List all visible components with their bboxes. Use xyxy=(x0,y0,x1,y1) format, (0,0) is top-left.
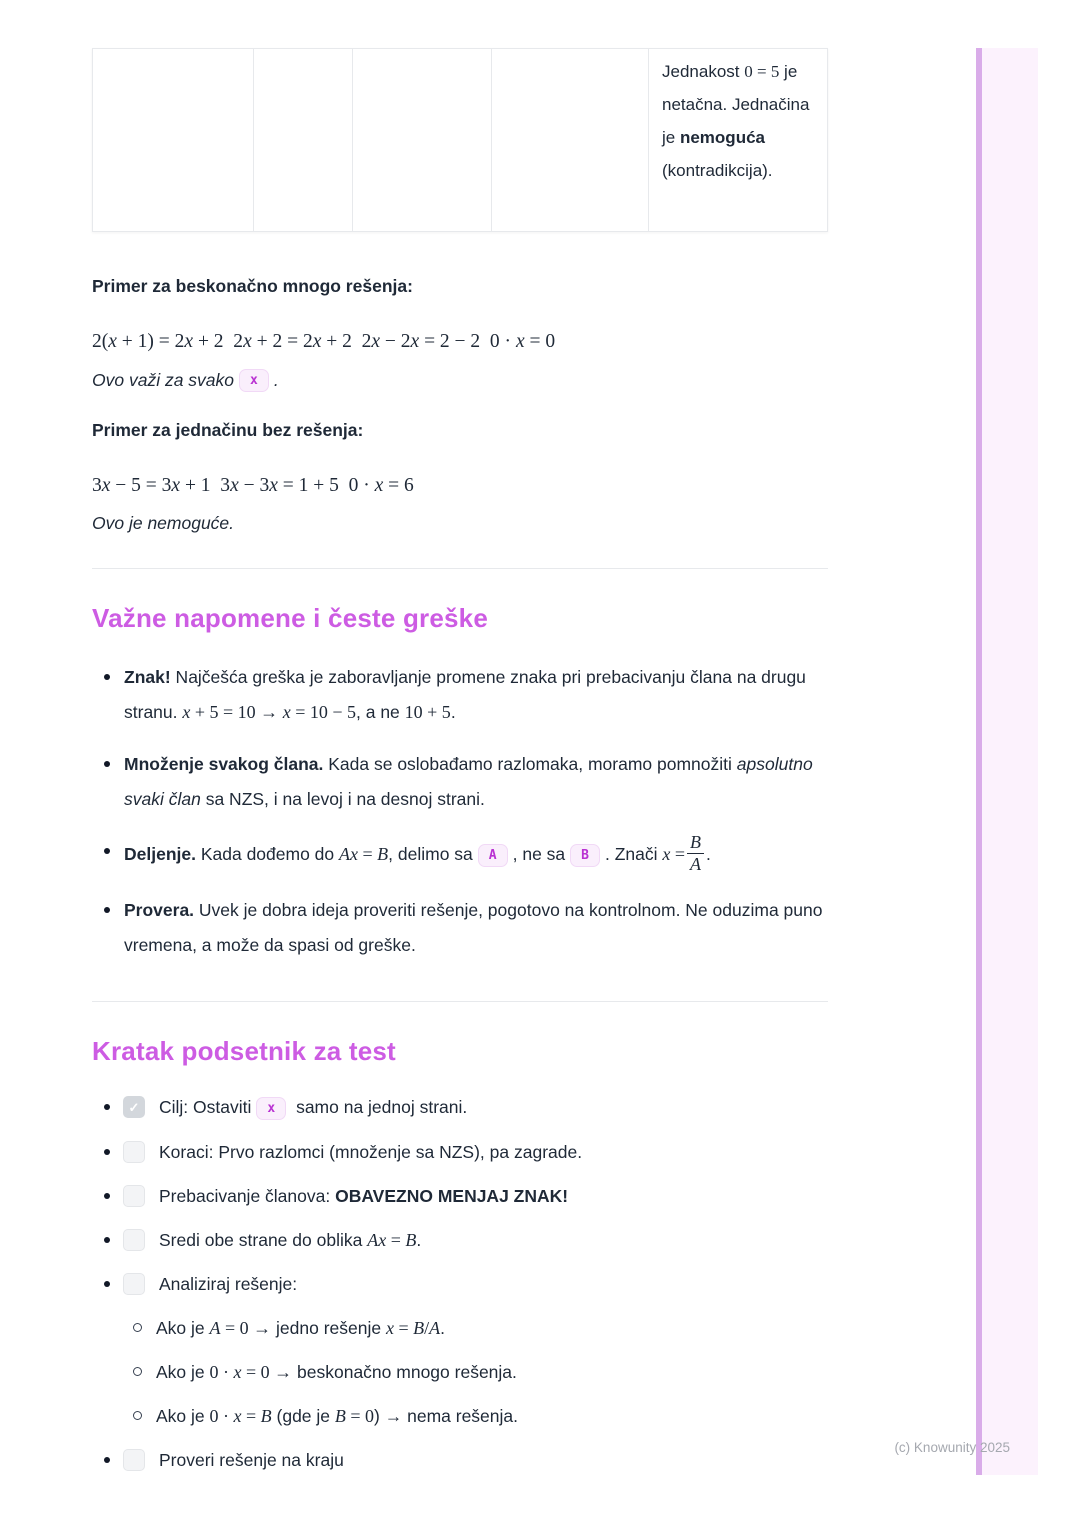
label-text: ) → nema rešenja. xyxy=(374,1406,518,1427)
checklist-item-cilj xyxy=(92,1095,828,1120)
sub-item-jedno-resenje xyxy=(133,1316,828,1340)
inline-code-badge-x: x xyxy=(239,369,269,392)
label-text: samo na jednoj strani. xyxy=(291,1097,468,1118)
inline-code-badge-x: x xyxy=(256,1097,286,1120)
bullet-icon xyxy=(104,1237,110,1243)
label-text: . xyxy=(440,1318,446,1339)
example-infinite-note xyxy=(92,369,828,392)
partial-table xyxy=(92,48,828,232)
checklist-row xyxy=(92,1272,828,1296)
note-text: Najčešća greška je zaboravljanje promene znaka pri prebacivanju člana na drugu stranu. xyxy=(124,667,806,722)
note-item-znak xyxy=(92,660,828,730)
section-divider xyxy=(92,568,828,569)
note-text: . xyxy=(273,370,279,390)
checkbox[interactable] xyxy=(123,1141,145,1163)
note-lead: Množenje svakog člana. xyxy=(124,754,324,774)
example-none-note xyxy=(92,513,828,534)
checklist-row xyxy=(92,1448,828,1472)
footer-copyright: (c) Knowunity 2025 xyxy=(894,1440,1010,1455)
checklist-heading: Kratak podsetnik za test xyxy=(92,1036,396,1067)
note-text: . xyxy=(450,702,456,722)
inline-math: x = B/A xyxy=(385,1318,441,1339)
label-text: Proveri rešenje na kraju xyxy=(159,1450,344,1471)
checklist-label xyxy=(159,1448,344,1472)
note-text: , delimo sa xyxy=(388,843,473,864)
note-text: , ne sa xyxy=(512,843,566,864)
label-text: (gde je xyxy=(271,1406,335,1427)
note-text: . Znači xyxy=(604,843,663,864)
fraction xyxy=(687,832,704,874)
fraction-denominator: A xyxy=(690,853,702,874)
label-text: Analiziraj rešenje: xyxy=(159,1274,298,1295)
checklist-item-koraci xyxy=(92,1140,828,1164)
label-text: Ako je xyxy=(156,1406,210,1427)
cell-text: je netačna. Jednačina je xyxy=(662,62,810,147)
check-icon: ✓ xyxy=(128,1099,140,1115)
label-text: Prebacivanje članova: xyxy=(159,1186,336,1207)
checkbox[interactable] xyxy=(123,1273,145,1295)
checklist-item-proveri xyxy=(92,1448,828,1472)
inline-code-badge-b: B xyxy=(570,844,600,867)
circle-bullet-icon xyxy=(133,1367,142,1376)
note-item-deljenje xyxy=(92,834,828,876)
checklist-item-prebacivanje xyxy=(92,1184,828,1208)
checkbox[interactable] xyxy=(123,1185,145,1207)
bullet-icon xyxy=(104,1104,110,1110)
note-lead: Znak! xyxy=(124,667,171,687)
bullet-icon xyxy=(104,674,110,680)
bullet-icon xyxy=(104,1149,110,1155)
fraction-numerator: B xyxy=(687,832,704,854)
note-text: Ovo je nemoguće. xyxy=(92,513,235,533)
checklist-label xyxy=(159,1184,568,1208)
checklist-row xyxy=(92,1228,828,1252)
inline-math: 0 · x = B xyxy=(209,1406,272,1427)
notes-heading: Važne napomene i česte greške xyxy=(92,603,488,633)
label-text: jedno rešenje xyxy=(271,1318,386,1339)
sub-item-beskonacno xyxy=(133,1360,828,1384)
cell-text: Jednakost xyxy=(662,62,745,81)
inline-math: x + 5 = 10 → x = 10 − 5 xyxy=(182,702,356,722)
note-item-body xyxy=(124,660,828,730)
cell-inline-math: 0 = 5 xyxy=(744,62,780,81)
label-text: . xyxy=(416,1230,422,1251)
note-text: Ovo važi za svako xyxy=(92,370,234,390)
checkbox[interactable] xyxy=(123,1449,145,1471)
inline-math: 0 · x = 0 → xyxy=(209,1362,293,1383)
note-text: Kada se oslobađamo razlomaka, moramo pomnožiti xyxy=(323,754,737,774)
sub-list xyxy=(133,1316,828,1428)
inline-math: A = 0 → xyxy=(209,1318,272,1339)
circle-bullet-icon xyxy=(133,1323,142,1332)
table-cell-empty-1 xyxy=(93,49,254,232)
checklist-row xyxy=(92,1095,828,1120)
checkbox[interactable] xyxy=(123,1229,145,1251)
table-cell-conclusion xyxy=(649,49,828,232)
note-item-mnozenje xyxy=(92,747,828,817)
note-item-body xyxy=(124,893,828,963)
bullet-icon xyxy=(104,907,110,913)
label-text: Cilj: Ostaviti xyxy=(159,1097,252,1118)
sub-item-label xyxy=(156,1404,518,1428)
label-text: Sredi obe strane do oblika xyxy=(159,1230,368,1251)
example-infinite-title: Primer za beskonačno mnogo rešenja: xyxy=(92,276,413,296)
table-cell-empty-2 xyxy=(254,49,353,232)
note-item-provera xyxy=(92,893,828,963)
checklist-row xyxy=(92,1140,828,1164)
label-text: Ako je xyxy=(156,1318,210,1339)
label-text: Koraci: Prvo razlomci (množenje sa NZS), pa zagrade. xyxy=(159,1142,583,1163)
sub-item-label xyxy=(156,1316,445,1340)
note-text: Uvek je dobra ideja proveriti rešenje, pogotovo na kontrolnom. Ne oduzima puno vremena, a može da spasi od greške. xyxy=(124,900,823,956)
notes-list xyxy=(92,660,828,963)
section-divider xyxy=(92,1001,828,1002)
circle-bullet-icon xyxy=(133,1411,142,1420)
label-text: beskonačno mnogo rešenja. xyxy=(292,1362,517,1383)
checklist-item-sredi xyxy=(92,1228,828,1252)
page-accent-bar xyxy=(976,48,1038,1475)
inline-math: x = xyxy=(662,843,686,864)
cell-text: (kontradikcija). xyxy=(662,161,773,180)
bullet-icon xyxy=(104,1193,110,1199)
note-text: , a ne xyxy=(356,702,405,722)
checklist-row xyxy=(92,1184,828,1208)
inline-math: Ax = B xyxy=(367,1230,417,1251)
inline-math: B = 0 xyxy=(334,1406,375,1427)
note-emphasis: apsolutno svaki član xyxy=(124,754,813,809)
note-item-body xyxy=(124,747,828,817)
label-strong-text: OBAVEZNO MENJAJ ZNAK! xyxy=(335,1186,569,1207)
bullet-icon xyxy=(104,848,110,854)
example-none-title: Primer za jednačinu bez rešenja: xyxy=(92,420,364,440)
bullet-icon xyxy=(104,761,110,767)
page-content xyxy=(92,0,828,1472)
example-infinite-math: 2(x + 1) = 2x + 2 2x + 2 = 2x + 2 2x − 2x = 2 − 2 0 · x = 0 xyxy=(92,331,556,352)
note-item-body xyxy=(124,834,828,876)
sub-item-label xyxy=(156,1360,517,1384)
checklist-label xyxy=(159,1272,297,1296)
note-text: . xyxy=(706,843,711,864)
checklist-label xyxy=(159,1140,582,1164)
checklist-item-analiziraj xyxy=(92,1272,828,1428)
cell-bold-text: nemoguća xyxy=(679,128,765,147)
note-text: Kada dođemo do xyxy=(195,843,340,864)
table-cell-empty-4 xyxy=(492,49,649,232)
bullet-icon xyxy=(104,1281,110,1287)
inline-code-badge-a: A xyxy=(478,844,508,867)
inline-math: 10 + 5 xyxy=(404,702,451,722)
label-text: Ako je xyxy=(156,1362,210,1383)
inline-math: Ax = B xyxy=(339,843,389,864)
checklist-label xyxy=(159,1228,421,1252)
checkbox[interactable] xyxy=(123,1096,145,1118)
sub-item-nema-resenja xyxy=(133,1404,828,1428)
note-lead: Provera. xyxy=(124,900,195,921)
table-row xyxy=(93,49,828,232)
bullet-icon xyxy=(104,1457,110,1463)
note-text: sa NZS, i na levoj i na desnoj strani. xyxy=(200,789,485,809)
example-none-math: 3x − 5 = 3x + 1 3x − 3x = 1 + 5 0 · x = 6 xyxy=(92,475,414,496)
checklist-label xyxy=(159,1095,467,1120)
note-lead: Deljenje. xyxy=(124,843,196,864)
table-cell-empty-3 xyxy=(353,49,492,232)
checklist xyxy=(92,1095,828,1472)
